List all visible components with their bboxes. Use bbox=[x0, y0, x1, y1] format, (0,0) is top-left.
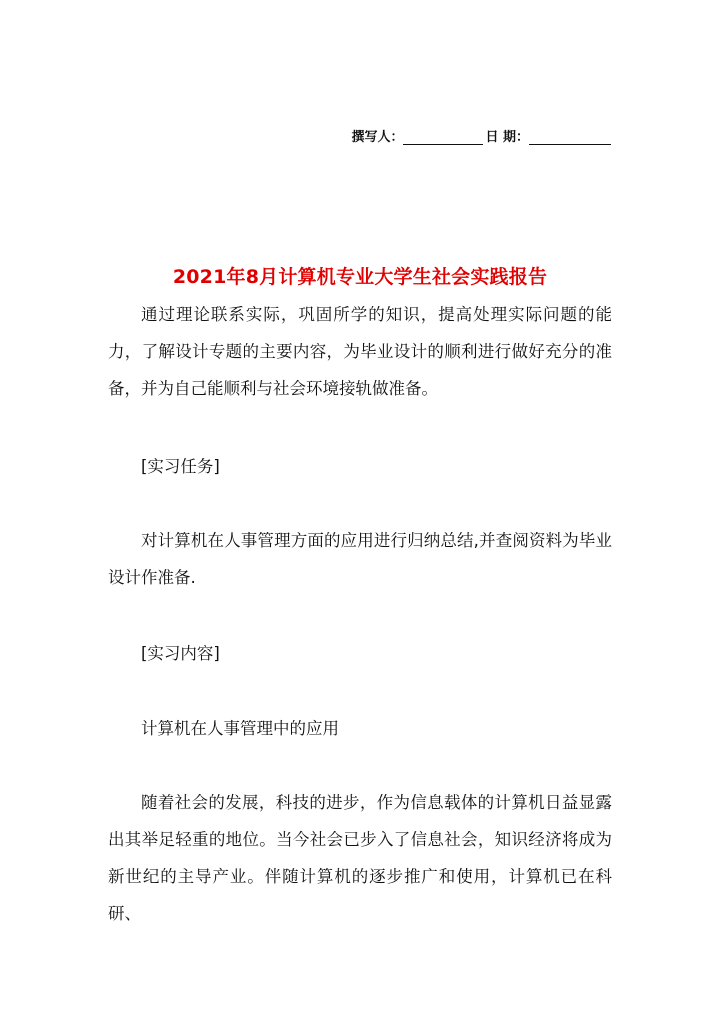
document-title: 2021年8月计算机专业大学生社会实践报告 bbox=[172, 266, 548, 288]
subheading-application: 计算机在人事管理中的应用 bbox=[141, 719, 339, 738]
section-heading-task: [实习任务] bbox=[141, 457, 220, 476]
section-heading-content: [实习内容] bbox=[141, 644, 220, 663]
document-header bbox=[351, 126, 611, 145]
paragraph-intro: 通过理论联系实际，巩固所学的知识，提高处理实际问题的能力，了解设计专题的主要内容，为毕业设计的顺利进行做好充分的准备，并为自己能顺利与社会环境接轨做准备。 bbox=[108, 305, 612, 398]
author-blank-line bbox=[403, 130, 483, 145]
date-label: 日 期： bbox=[485, 130, 529, 145]
paragraph-development: 随着社会的发展，科技的进步，作为信息载体的计算机日益显露出其举足轻重的地位。当今社会已步入了信息社会，知识经济将成为新世纪的主导产业。伴随计算机的逐步推广和使用，计算机已在科研、 bbox=[108, 793, 612, 923]
date-blank-line bbox=[529, 130, 611, 145]
paragraph-task: 对计算机在人事管理方面的应用进行归纳总结,并查阅资料为毕业设计作准备. bbox=[108, 531, 612, 587]
author-label: 撰写人： bbox=[351, 130, 404, 145]
